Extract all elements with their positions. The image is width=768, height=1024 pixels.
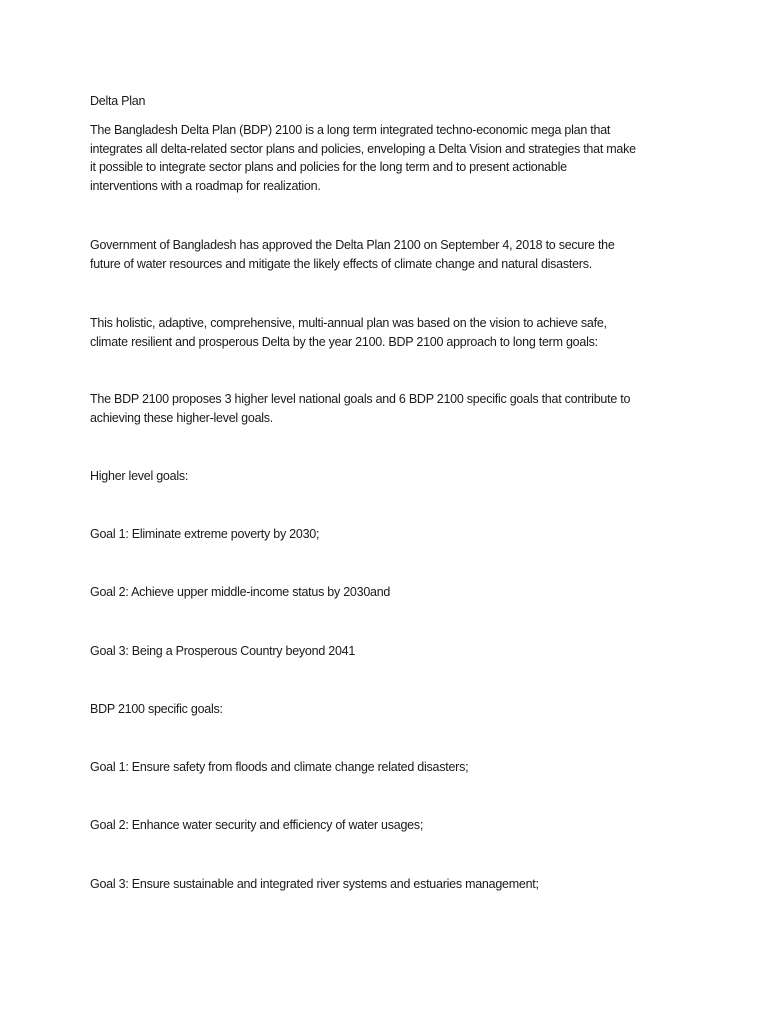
vision-line: climate resilient and prosperous Delta by the year 2100. BDP 2100 approach to long term goals:	[90, 334, 598, 349]
vision-paragraph	[90, 314, 690, 351]
specific-goal-item: Goal 2: Enhance water security and efficiency of water usages;	[90, 818, 424, 832]
intro-paragraph	[90, 121, 690, 196]
proposal-line: achieving these higher-level goals.	[90, 410, 274, 425]
specific-goals-heading: BDP 2100 specific goals:	[90, 702, 223, 716]
intro-line: it possible to integrate sector plans and policies for the long term and to present actionable	[90, 160, 567, 175]
approval-paragraph	[90, 236, 690, 273]
vision-line: This holistic, adaptive, comprehensive, multi-annual plan was based on the vision to achieve safe,	[90, 316, 607, 330]
approval-line: future of water resources and mitigate the likely effects of climate change and natural disasters.	[90, 256, 592, 271]
specific-goal-item: Goal 3: Ensure sustainable and integrated river systems and estuaries management;	[90, 877, 539, 891]
higher-level-goal-item: Goal 1: Eliminate extreme poverty by 2030;	[90, 527, 320, 541]
intro-line: The Bangladesh Delta Plan (BDP) 2100 is a long term integrated techno-economic mega plan that	[90, 123, 611, 137]
intro-line: interventions with a roadmap for realization.	[90, 179, 321, 194]
document-title: Delta Plan	[90, 94, 146, 108]
approval-line: Government of Bangladesh has approved the Delta Plan 2100 on September 4, 2018 to secure the	[90, 238, 615, 252]
proposal-paragraph	[90, 390, 690, 427]
higher-level-goal-item: Goal 3: Being a Prosperous Country beyond 2041	[90, 644, 356, 658]
higher-level-goals-heading: Higher level goals:	[90, 469, 189, 483]
specific-goal-item: Goal 1: Ensure safety from floods and climate change related disasters;	[90, 760, 469, 774]
proposal-line: The BDP 2100 proposes 3 higher level national goals and 6 BDP 2100 specific goals that contribute to	[90, 392, 631, 406]
higher-level-goal-item: Goal 2: Achieve upper middle-income status by 2030and	[90, 585, 391, 599]
intro-line: integrates all delta-related sector plans and policies, enveloping a Delta Vision and strategies that make	[90, 141, 636, 156]
